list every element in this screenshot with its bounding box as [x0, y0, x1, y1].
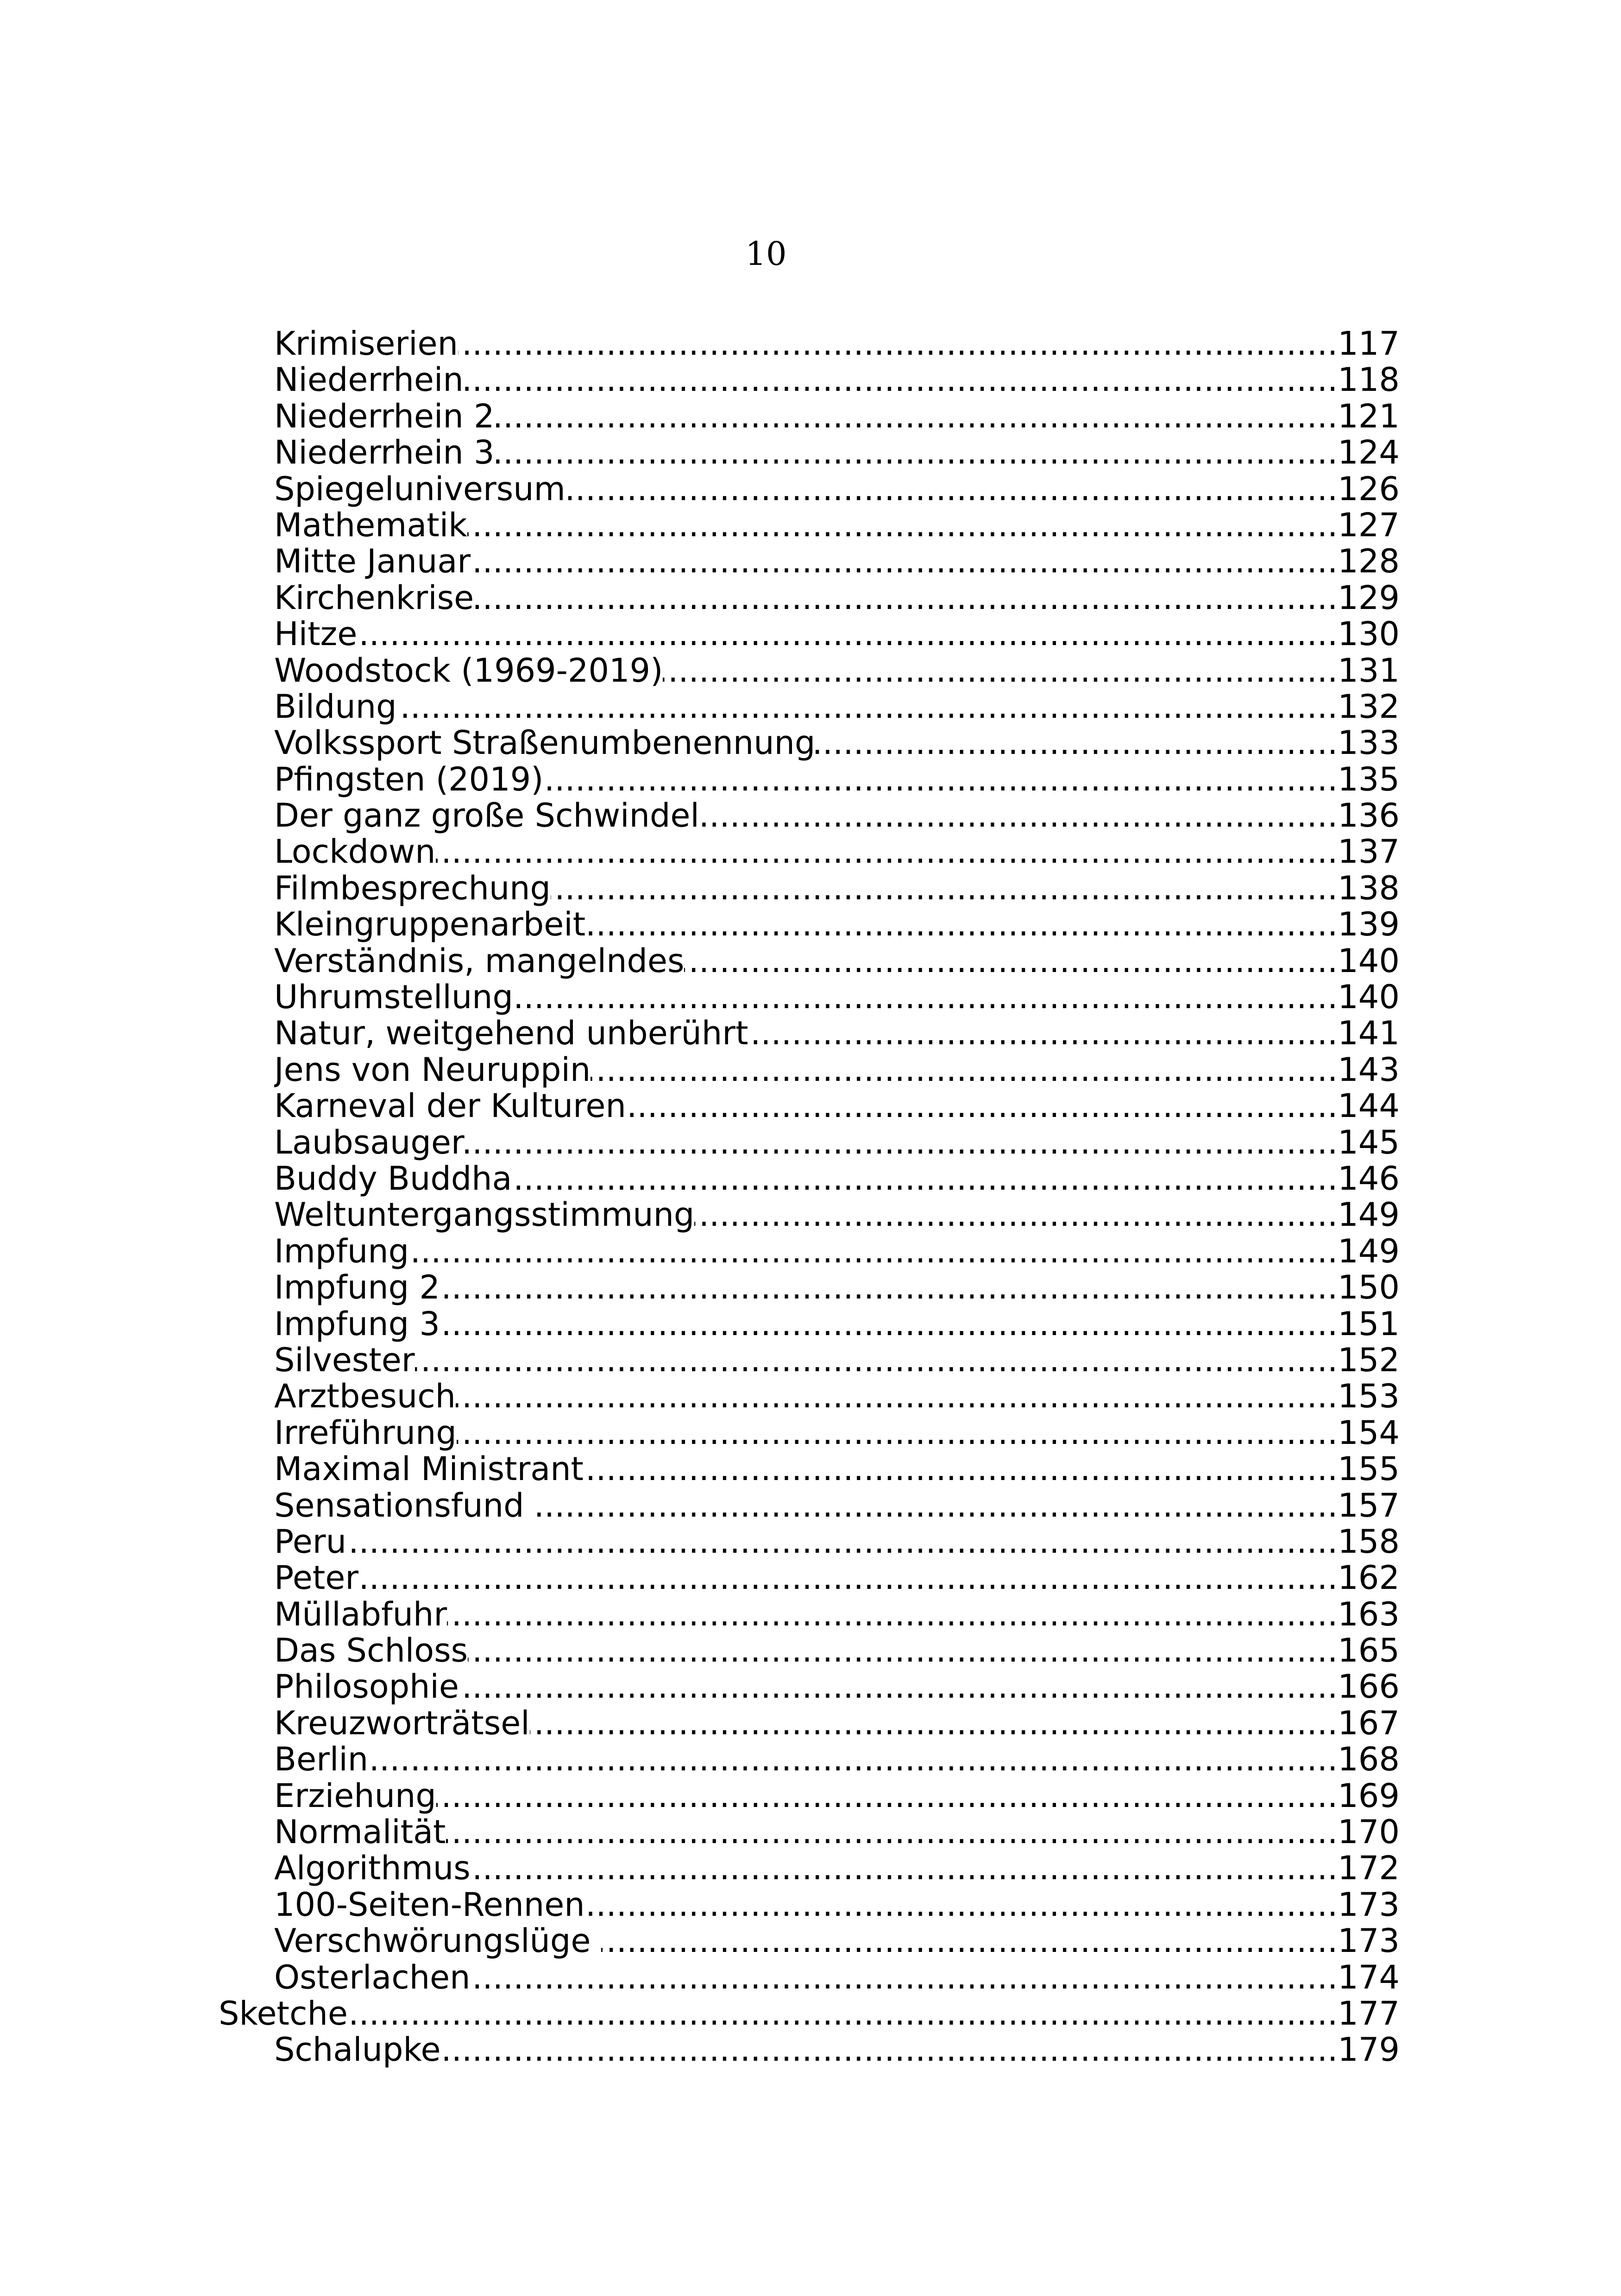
toc-entry[interactable]	[219, 1995, 1400, 2032]
toc-entry-page-number: 135	[1338, 761, 1400, 798]
toc-entry-title: Maximal Ministrant	[274, 1451, 584, 1487]
toc-entry[interactable]	[274, 543, 1400, 579]
dot-leader	[471, 1850, 1338, 1886]
page-number: 10	[745, 235, 787, 273]
dot-leader	[467, 507, 1338, 543]
dot-leader	[565, 471, 1338, 507]
toc-entry-title: Berlin	[274, 1741, 369, 1778]
toc-entry[interactable]	[274, 2032, 1400, 2068]
toc-entry-page-number: 173	[1338, 1923, 1400, 1959]
toc-entry-page-number: 153	[1338, 1378, 1400, 1415]
dot-leader	[436, 1778, 1338, 1814]
toc-entry-page-number: 169	[1338, 1777, 1400, 1814]
toc-entry[interactable]	[274, 1596, 1400, 1632]
toc-entry-title: Peter	[274, 1560, 359, 1596]
toc-entry[interactable]	[274, 1197, 1400, 1233]
toc-entry[interactable]	[274, 906, 1400, 942]
toc-entry[interactable]	[274, 1378, 1400, 1414]
toc-entry[interactable]	[274, 1415, 1400, 1451]
toc-entry[interactable]	[274, 1161, 1400, 1197]
toc-entry-title: Sensationsfund	[274, 1487, 534, 1524]
toc-entry-page-number: 126	[1338, 470, 1400, 507]
dot-leader	[663, 652, 1338, 689]
toc-entry-page-number: 138	[1338, 870, 1400, 907]
toc-entry[interactable]	[274, 1015, 1400, 1051]
toc-entry-title: Weltuntergangsstimmung	[274, 1197, 695, 1233]
dot-leader	[441, 2032, 1338, 2068]
toc-entry-page-number: 167	[1338, 1705, 1400, 1742]
toc-entry-title: Pfingsten (2019)	[274, 761, 544, 798]
toc-entry-page-number: 157	[1338, 1487, 1400, 1524]
toc-entry-title: Krimiserien	[274, 326, 458, 362]
dot-leader	[699, 797, 1338, 834]
toc-entry-title: Laubsauger	[274, 1124, 465, 1161]
toc-entry[interactable]	[274, 616, 1400, 652]
dot-leader	[368, 1741, 1338, 1777]
toc-entry[interactable]	[274, 1850, 1400, 1886]
toc-entry-title: Uhrumstellung	[274, 979, 513, 1016]
toc-entry[interactable]	[274, 1560, 1400, 1596]
toc-entry-page-number: 166	[1338, 1669, 1400, 1705]
dot-leader	[446, 1814, 1338, 1850]
toc-entry[interactable]	[274, 725, 1400, 761]
toc-entry-page-number: 154	[1338, 1414, 1400, 1451]
dot-leader	[512, 1161, 1338, 1197]
toc-entry[interactable]	[274, 797, 1400, 834]
toc-entry-title: Niederrhein 3	[274, 434, 495, 471]
toc-entry-title: Filmbesprechung	[274, 870, 551, 907]
toc-entry-title: Kreuzworträtsel	[274, 1705, 530, 1742]
toc-entry-page-number: 140	[1338, 942, 1400, 979]
dot-leader	[458, 326, 1338, 362]
toc-entry-title: Natur, weitgehend unberührt	[274, 1015, 748, 1052]
dot-leader	[346, 1524, 1338, 1560]
dot-leader	[415, 1342, 1338, 1378]
dot-leader	[495, 434, 1338, 470]
toc-entry-page-number: 149	[1338, 1233, 1400, 1270]
toc-entry[interactable]	[274, 1923, 1400, 1959]
toc-entry[interactable]	[274, 1088, 1400, 1124]
toc-entry[interactable]	[274, 1669, 1400, 1705]
toc-entry-page-number: 174	[1338, 1959, 1400, 1995]
toc-entry[interactable]	[274, 834, 1400, 870]
toc-entry-title: Volkssport Straßenumbenennung	[274, 725, 816, 761]
dot-leader	[495, 398, 1338, 434]
toc-entry-page-number: 173	[1338, 1886, 1400, 1923]
toc-entry[interactable]	[274, 870, 1400, 906]
toc-entry-title: Verschwörungslüge	[274, 1923, 601, 1959]
toc-entry[interactable]	[274, 1451, 1400, 1487]
toc-entry-page-number: 124	[1338, 434, 1400, 471]
toc-entry-title: Impfung	[274, 1233, 409, 1270]
dot-leader	[464, 362, 1338, 398]
toc-entry-page-number: 132	[1338, 688, 1400, 725]
toc-entry[interactable]	[274, 1052, 1400, 1088]
toc-entry[interactable]	[274, 362, 1400, 398]
toc-entry-page-number: 117	[1338, 326, 1400, 362]
toc-entry-title: Peru	[274, 1523, 346, 1560]
toc-entry[interactable]	[274, 507, 1400, 543]
toc-entry-page-number: 137	[1338, 834, 1400, 870]
dot-leader	[474, 580, 1338, 616]
toc-entry-page-number: 136	[1338, 797, 1400, 834]
dot-leader	[456, 1378, 1338, 1414]
toc-entry-title: Woodstock (1969-2019)	[274, 652, 663, 689]
toc-entry-title: Philosophie	[274, 1669, 459, 1705]
toc-entry[interactable]	[274, 652, 1400, 689]
dot-leader	[436, 834, 1338, 870]
toc-entry[interactable]	[274, 1124, 1400, 1161]
dot-leader	[748, 1015, 1338, 1051]
toc-entry-title: Müllabfuhr	[274, 1596, 447, 1633]
toc-entry[interactable]	[274, 398, 1400, 434]
toc-entry[interactable]	[274, 1524, 1400, 1560]
dot-leader	[440, 1269, 1338, 1305]
toc-entry[interactable]	[274, 580, 1400, 616]
toc-entry[interactable]	[274, 1959, 1400, 1995]
toc-entry-title: Impfung 2	[274, 1269, 440, 1306]
dot-leader	[694, 1197, 1338, 1233]
dot-leader	[468, 1632, 1338, 1669]
dot-leader	[348, 1995, 1338, 2032]
dot-leader	[471, 1959, 1338, 1995]
toc-entry[interactable]	[274, 434, 1400, 470]
toc-entry[interactable]	[274, 1306, 1400, 1342]
dot-leader	[585, 906, 1338, 942]
toc-entry-page-number: 128	[1338, 543, 1400, 580]
toc-entry-title: Mathematik	[274, 507, 467, 544]
dot-leader	[471, 543, 1338, 579]
toc-entry-title: Niederrhein	[274, 362, 464, 398]
toc-entry-page-number: 118	[1338, 362, 1400, 398]
toc-entry[interactable]	[274, 1233, 1400, 1269]
dot-leader	[591, 1052, 1338, 1088]
toc-entry-title: Sketche	[219, 1995, 348, 2032]
toc-entry[interactable]	[274, 1342, 1400, 1378]
toc-entry-title: Das Schloss	[274, 1632, 468, 1669]
toc-entry-page-number: 131	[1338, 652, 1400, 689]
toc-entry-title: Buddy Buddha	[274, 1160, 512, 1197]
dot-leader	[551, 870, 1338, 906]
toc-entry-title: 100-Seiten-Rennen	[274, 1886, 585, 1923]
toc-entry-title: Erziehung	[274, 1777, 436, 1814]
toc-entry-page-number: 155	[1338, 1451, 1400, 1487]
toc-entry-title: Kleingruppenarbeit	[274, 906, 586, 943]
toc-entry[interactable]	[274, 1887, 1400, 1923]
dot-leader	[601, 1923, 1338, 1959]
toc-entry-page-number: 127	[1338, 507, 1400, 544]
toc-entry-title: Verständnis, mangelndes	[274, 942, 685, 979]
dot-leader	[513, 979, 1338, 1015]
toc-entry-title: Hitze	[274, 616, 358, 652]
dot-leader	[440, 1306, 1338, 1342]
toc-entry-title: Spiegeluniversum	[274, 470, 565, 507]
toc-entry[interactable]	[274, 979, 1400, 1015]
toc-entry-page-number: 129	[1338, 579, 1400, 616]
dot-leader	[457, 1415, 1338, 1451]
dot-leader	[543, 761, 1338, 797]
toc-entry-page-number: 177	[1338, 1995, 1400, 2032]
toc-entry-title: Silvester	[274, 1342, 415, 1379]
toc-entry-title: Der ganz große Schwindel	[274, 797, 699, 834]
dot-leader	[357, 616, 1338, 652]
toc-entry-title: Normalität	[274, 1814, 446, 1851]
toc-entry-page-number: 151	[1338, 1305, 1400, 1342]
toc-entry-page-number: 121	[1338, 398, 1400, 435]
toc-entry-page-number: 133	[1338, 725, 1400, 761]
toc-entry-title: Kirchenkrise	[274, 579, 474, 616]
toc-entry[interactable]	[274, 1741, 1400, 1777]
toc-entry-page-number: 149	[1338, 1197, 1400, 1233]
toc-entry-page-number: 145	[1338, 1124, 1400, 1161]
toc-entry-page-number: 152	[1338, 1342, 1400, 1379]
dot-leader	[530, 1705, 1338, 1741]
toc-entry-page-number: 139	[1338, 906, 1400, 943]
toc-entry[interactable]	[274, 689, 1400, 725]
toc-entry[interactable]	[274, 1487, 1400, 1524]
dot-leader	[684, 943, 1338, 979]
dot-leader	[447, 1596, 1338, 1632]
toc-entry-title: Karneval der Kulturen	[274, 1088, 626, 1124]
toc-entry-title: Arztbesuch	[274, 1378, 456, 1415]
toc-entry-page-number: 170	[1338, 1814, 1400, 1851]
toc-entry[interactable]	[274, 1814, 1400, 1850]
dot-leader	[626, 1088, 1338, 1124]
dot-leader	[409, 1233, 1338, 1269]
toc-entry[interactable]	[274, 761, 1400, 797]
toc-entry[interactable]	[274, 1269, 1400, 1305]
toc-entry-page-number: 146	[1338, 1160, 1400, 1197]
toc-entry-title: Bildung	[274, 688, 397, 725]
toc-entry-page-number: 158	[1338, 1523, 1400, 1560]
toc-entry-title: Irreführung	[274, 1414, 457, 1451]
dot-leader	[584, 1451, 1338, 1487]
dot-leader	[465, 1124, 1338, 1161]
toc-entry[interactable]	[274, 1778, 1400, 1814]
toc-entry-page-number: 172	[1338, 1850, 1400, 1887]
toc-entry-title: Jens von Neuruppin	[274, 1051, 591, 1088]
toc-entry-page-number: 165	[1338, 1632, 1400, 1669]
toc-entry-page-number: 140	[1338, 979, 1400, 1016]
toc-entry[interactable]	[274, 326, 1400, 362]
toc-entry-page-number: 141	[1338, 1015, 1400, 1052]
toc-entry-page-number: 168	[1338, 1741, 1400, 1778]
toc-entry[interactable]	[274, 1705, 1400, 1741]
dot-leader	[358, 1560, 1338, 1596]
toc-entry-title: Schalupke	[274, 2032, 441, 2068]
table-of-contents	[0, 326, 1621, 2068]
toc-entry-title: Impfung 3	[274, 1305, 440, 1342]
dot-leader	[585, 1887, 1338, 1923]
toc-entry-page-number: 143	[1338, 1051, 1400, 1088]
dot-leader	[534, 1487, 1338, 1524]
toc-entry-title: Osterlachen	[274, 1959, 471, 1995]
toc-entry-page-number: 144	[1338, 1088, 1400, 1124]
toc-entry-page-number: 162	[1338, 1560, 1400, 1596]
toc-entry[interactable]	[274, 1632, 1400, 1669]
toc-entry-page-number: 130	[1338, 616, 1400, 652]
toc-entry-page-number: 150	[1338, 1269, 1400, 1306]
toc-entry-title: Algorithmus	[274, 1850, 471, 1887]
toc-entry-page-number: 163	[1338, 1596, 1400, 1633]
toc-entry-title: Mitte Januar	[274, 543, 471, 580]
toc-entry-title: Niederrhein 2	[274, 398, 495, 435]
toc-entry[interactable]	[274, 471, 1400, 507]
dot-leader	[459, 1669, 1338, 1705]
toc-entry-title: Lockdown	[274, 834, 436, 870]
dot-leader	[397, 689, 1338, 725]
toc-entry[interactable]	[274, 943, 1400, 979]
toc-entry-page-number: 179	[1338, 2032, 1400, 2068]
dot-leader	[815, 725, 1338, 761]
